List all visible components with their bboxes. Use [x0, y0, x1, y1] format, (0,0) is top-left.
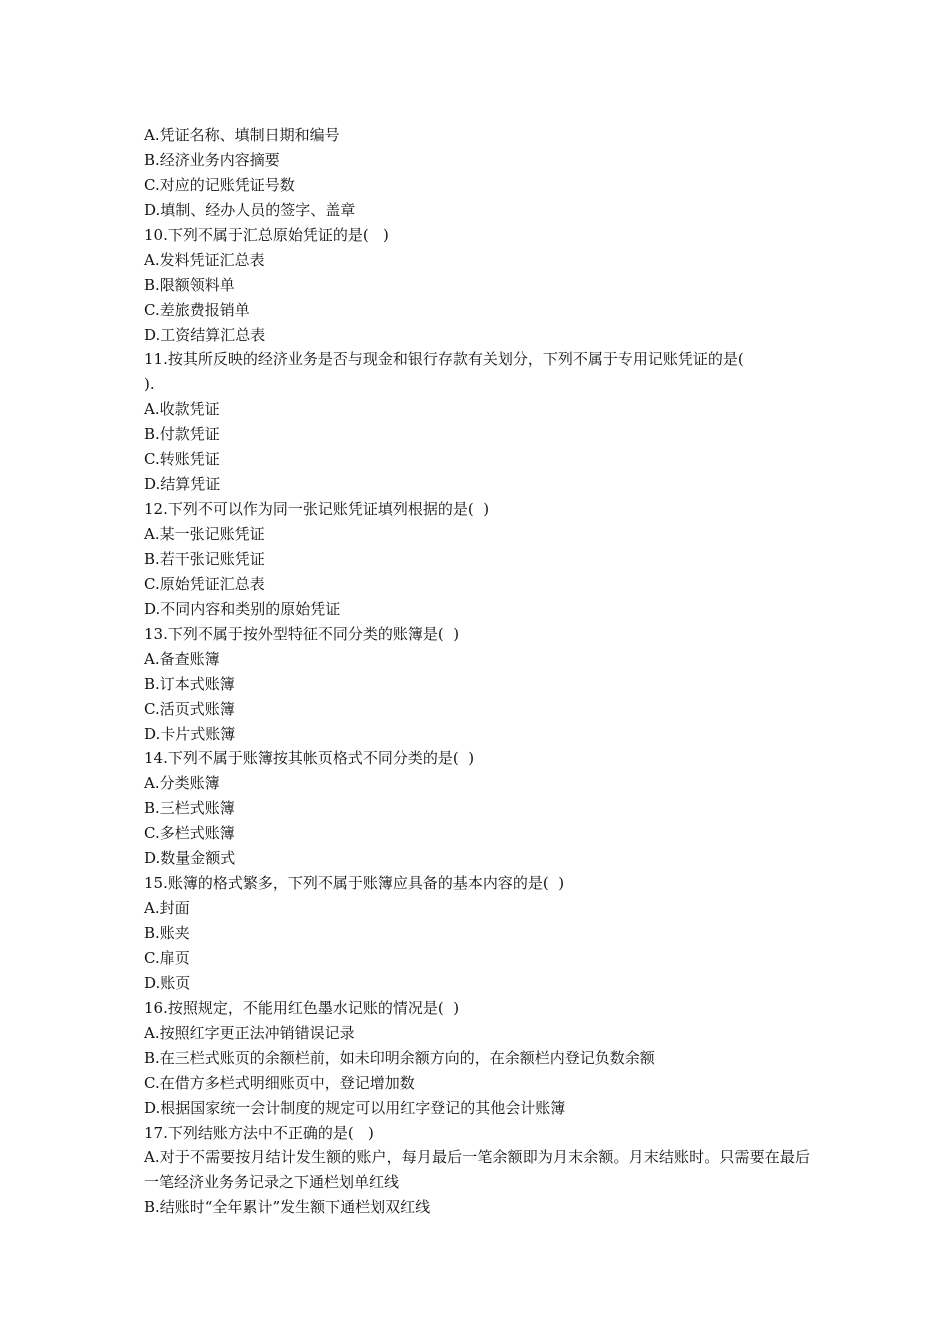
option-line: D.根据国家统一会计制度的规定可以用红字登记的其他会计账簿: [144, 1098, 566, 1117]
option-line: D.不同内容和类别的原始凭证: [144, 599, 341, 618]
option-line: B.限额领料单: [144, 275, 235, 294]
option-line: C.扉页: [144, 948, 190, 967]
option-line: B.经济业务内容摘要: [144, 150, 280, 169]
option-line: B.结账时“全年累计”发生额下通栏划双红线: [144, 1198, 431, 1217]
option-line: C.转账凭证: [144, 450, 220, 469]
option-line: C.对应的记账凭证号数: [144, 175, 295, 194]
option-line: A.备查账簿: [144, 649, 220, 668]
option-line: C.原始凭证汇总表: [144, 574, 265, 593]
option-line: D.填制、经办人员的签字、盖章: [144, 200, 356, 219]
option-line: C.活页式账簿: [144, 699, 235, 718]
option-line: B.在三栏式账页的余额栏前，如未印明余额方向的，在余额栏内登记负数余额: [144, 1048, 655, 1067]
option-line: B.账夹: [144, 924, 190, 942]
question-line: 14.下列不属于账簿按其帐页格式不同分类的是( ): [144, 749, 475, 768]
option-line: D.数量金额式: [144, 849, 236, 868]
option-line: A.分类账簿: [144, 774, 220, 793]
option-line: D.账页: [144, 973, 191, 992]
question-line: 12.下列不可以作为同一张记账凭证填列根据的是( ): [144, 500, 490, 519]
option-line: A.某一张记账凭证: [144, 525, 265, 543]
option-line: B.三栏式账簿: [144, 799, 235, 818]
option-line: D.结算凭证: [144, 475, 221, 494]
option-line: B.订本式账簿: [144, 674, 235, 693]
question-line: 16.按照规定，不能用红色墨水记账的情况是( ): [144, 998, 460, 1017]
question-line: 13.下列不属于按外型特征不同分类的账簿是( ): [144, 624, 460, 643]
question-line: 17.下列结账方法中不正确的是( ): [144, 1123, 374, 1142]
option-line: A.发料凭证汇总表: [144, 250, 265, 269]
question-line: 11.按其所反映的经济业务是否与现金和银行存款有关划分，下列不属于专用记账凭证的是(: [144, 350, 744, 369]
option-line: B.付款凭证: [144, 425, 220, 444]
option-line: A.按照红字更正法冲销错误记录: [144, 1023, 355, 1042]
question-line: 10.下列不属于汇总原始凭证的是( ): [144, 225, 389, 244]
option-line: C.在借方多栏式明细账页中，登记增加数: [144, 1073, 415, 1092]
option-line: C.多栏式账簿: [144, 824, 235, 843]
option-line: D.卡片式账簿: [144, 724, 236, 743]
option-line: A.凭证名称、填制日期和编号: [144, 126, 340, 144]
option-line: A.收款凭证: [144, 400, 220, 419]
question-line-continued: ).: [144, 375, 155, 394]
option-line: B.若干张记账凭证: [144, 549, 265, 568]
question-line: 15.账簿的格式繁多，下列不属于账簿应具备的基本内容的是( ): [144, 874, 565, 893]
option-line: C.差旅费报销单: [144, 300, 250, 319]
option-line: D.工资结算汇总表: [144, 325, 266, 344]
document-body: [144, 123, 810, 1220]
option-line: A.封面: [144, 899, 190, 918]
option-paragraph: A.对于不需要按月结计发生额的账户，每月最后一笔余额即为月末余额。月末结账时。只需要在最后一笔经济业务务记录之下通栏划单红线: [144, 1148, 810, 1192]
